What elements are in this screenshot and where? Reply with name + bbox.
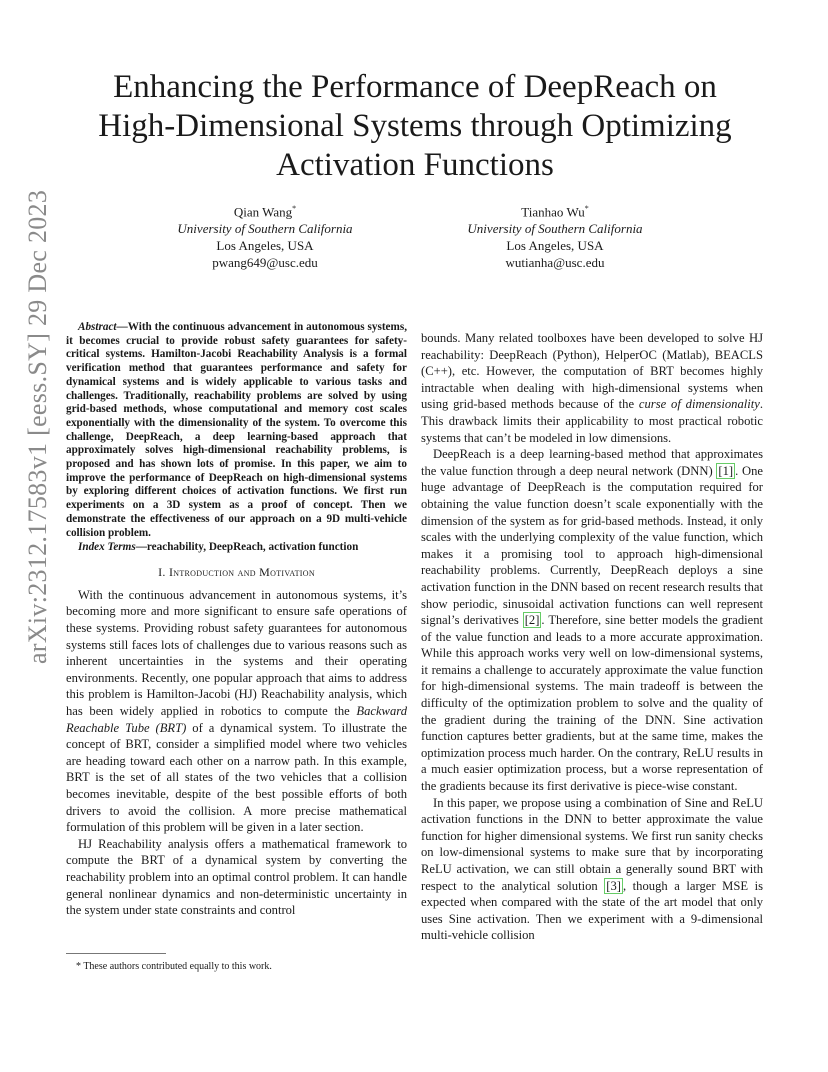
author-name: Tianhao Wu [521,204,585,220]
citation-link[interactable]: [3] [606,878,621,893]
author-email[interactable]: pwang649@usc.edu [212,255,318,271]
equal-contribution-mark: * [584,204,589,213]
author-block [160,200,370,271]
abstract-lead: Abstract [78,321,117,333]
citation-link[interactable]: [1] [718,463,734,478]
author-location: Los Angeles, USA [216,238,314,254]
author-affiliation: University of Southern California [177,221,353,237]
paragraph-text: With the continuous advancement in autonomous systems, it’s becoming more and more significant to ensure safe operations of these systems. Providing robust safety guarantees for autonomous systems still faces lots of challenges due to various reasons such as inherent uncertainties in the systems and their operating environments. Recently, one popular approach that aims to address this problem is Hamilton-Jacobi (HJ) Reachability analysis, which has been widely applied in robotics to compute the [66,587,407,718]
citation-link[interactable]: [2] [524,613,540,628]
arxiv-stamp: arXiv:2312.17583v1 [eess.SY] 29 Dec 2023 [23,189,52,664]
emphasis-text: Backward Reachable Tube (BRT) [66,704,407,735]
paragraph-text: . Therefore, sine better models the gradient of the value function and leads to a more accurate approximation. While this approach works very well on low-dimensional systems, it remains a challenge to accurately approximate the value function for high-dimensional systems. The main tradeoff is between the difficulty of the optimization problem to solve and the quality of the gradient during the training of the DNN. Sine activation function captures better gradients, but at the same time, makes the optimization process much harder. On the contrary, ReLU results in a much easier optimization process, but a worse representation of the gradients because its first derivative is piece-wise constant. [421,613,764,794]
paragraph-text: , though a larger MSE is expected when compared with the state of the art model that only uses Sine activation. Then we experiment with a 9-dimensional multi-vehicle collision [421,878,763,943]
paragraph [66,587,407,836]
paragraph-text: DeepReach is a deep learning-based method that approximates the value function through a deep neural network (DNN) [421,447,763,478]
author-affiliation: University of Southern California [467,221,643,237]
paragraph: HJ Reachability analysis offers a mathematical framework to compute the BRT of a dynamical system by converting the reachability problem into an optimal control problem. It can handle general nonlinear dynamics and non-deterministic uncertainty in the system under state constraints and control [66,836,407,918]
paragraph [421,795,763,944]
paragraph [421,446,763,794]
footnote: * These authors contributed equally to this work. [76,961,272,972]
abstract [66,321,407,540]
paragraph-text: of a dynamical system. To illustrate the concept of BRT, consider a simplified model where two vehicles are heading toward each other on a narrow path. In this example, BRT is the set of all states of the two vehicles that a collision becomes inevitable, despite of the best possible efforts of both drivers to avoid the collision. A more precise mathematical formulation of this problem will be given in a later section. [66,720,407,835]
paragraph-text: . This drawback limits their applicability to most practical robotic systems that can’t be modeled in low dimensions. [421,397,763,445]
paper-title [70,68,760,185]
right-column [421,330,763,944]
title-line: High-Dimensional Systems through Optimizing [98,108,732,144]
title-line: Activation Functions [276,147,554,183]
title-line: Enhancing the Performance of DeepReach on [113,69,717,105]
author-name: Qian Wang [233,204,293,220]
index-terms-lead: Index Terms [78,541,136,554]
left-column [66,321,407,919]
paragraph-text: In this paper, we propose using a combination of Sine and ReLU activation functions in the DNN to better approximate the value function for higher dimensional systems. We first run sanity checks on low-dimensional systems to make sure that by incorporating ReLU activation, we can still obtain a generally sound BRT with respect to the analytical solution [421,795,763,893]
index-terms-text: —reachability, DeepReach, activation function [135,541,359,554]
abstract-text: —With the continuous advancement in autonomous systems, it becomes crucial to provide robust safety guarantees for safety-critical systems. Hamilton-Jacobi Reachability Analysis is a formal verification method that guarantees performance and safety for dynamical systems and is widely applicable to various tasks and challenges. Traditionally, reachability problems are solved by using grid-based methods, whose computational and memory cost scales exponentially with the dimensionality of the system. To overcome this challenge, DeepReach, a deep learning-based approach that approximately solves high-dimensional reachability problems, is proposed and has shown lots of promise. In this paper, we aim to improve the performance of DeepReach on high-dimensional systems by exploring different choices of activation functions. We first run experiments on a 3D system as a proof of concept. Then we demonstrate the effectiveness of our approach on a 9D multi-vehicle collision problem. [66,321,407,539]
paragraph-text: bounds. Many related toolboxes have been developed to solve HJ reachability: DeepReach (Python), HelperOC (Matlab), BEACLS (C++), etc. However, the computation of BRT becomes highly intractable when dealing with high-dimensional systems when using grid-based methods because of the [421,331,763,412]
author-block [450,200,660,271]
index-terms [66,540,407,554]
author-email[interactable]: wutianha@usc.edu [505,255,605,271]
equal-contribution-mark: * [292,204,297,213]
paragraph [421,330,763,446]
paragraph-text: . One huge advantage of DeepReach is the computation required for obtaining the value function doesn’t scale exponentially with the dimension of the system as for grid-based methods. Instead, it only scales with the underlying complexity of the value function, which makes it a promising tool to approach high-dimensional reachability problems. Currently, DeepReach deploys a sine activation function in the DNN based on recent research results that show periodic, sinusoidal activation functions can well represent signal’s derivatives [421,463,763,628]
author-location: Los Angeles, USA [506,238,604,254]
section-heading: I. Introduction and Motivation [158,565,315,580]
footnote-rule [66,953,166,954]
emphasis-text: curse of dimensionality [638,397,760,412]
